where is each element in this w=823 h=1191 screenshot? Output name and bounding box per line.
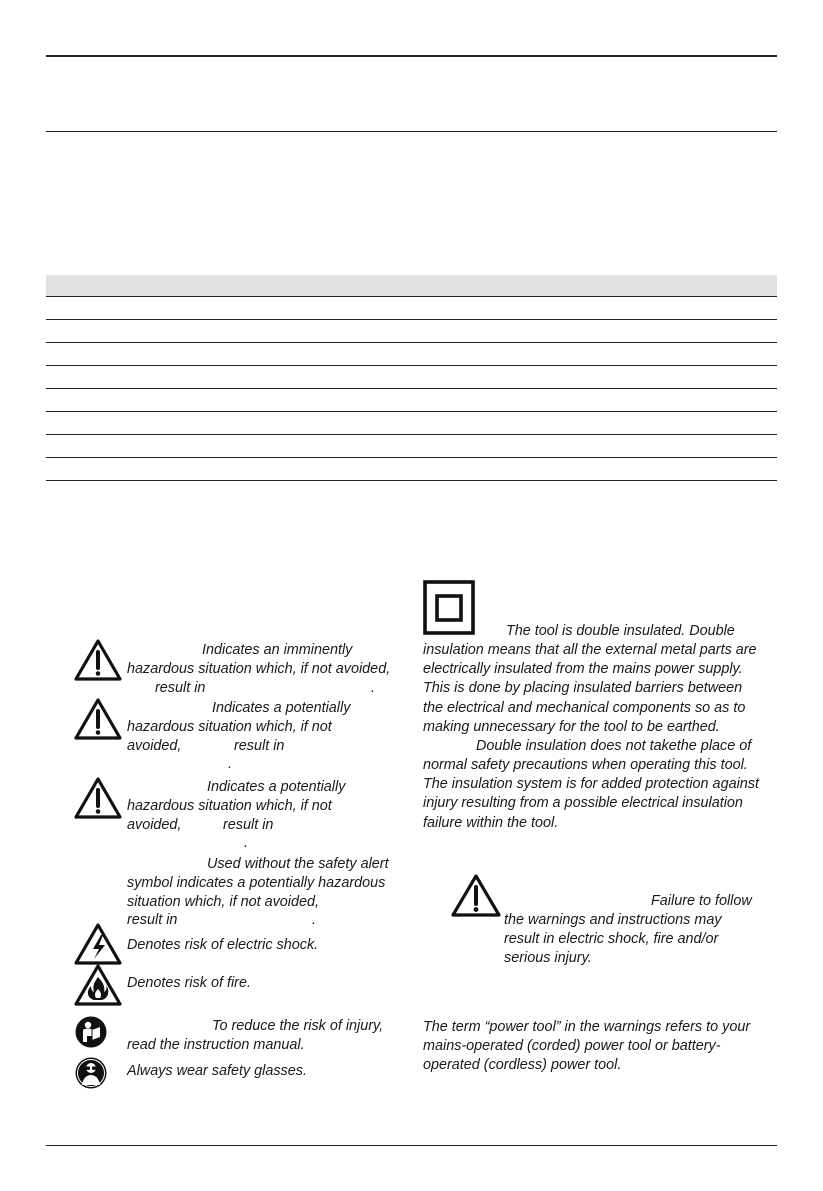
double-insulation-line: insulation means that all the external metal parts are	[423, 642, 757, 658]
danger-line3-end: .	[371, 680, 375, 696]
header-top-rule	[46, 55, 777, 57]
spec-table-row	[46, 320, 777, 343]
warning-triangle-icon	[74, 777, 122, 819]
caution-line2: hazardous situation which, if not	[127, 798, 332, 814]
power-tool-term	[423, 1018, 750, 1076]
caution-line4: .	[244, 835, 248, 851]
electric-shock-icon	[74, 923, 122, 965]
specification-table	[46, 275, 777, 481]
power-tool-term-line: operated (cordless) power tool.	[423, 1057, 622, 1074]
insulation-note-line1: Double insulation does not takethe place of	[476, 738, 752, 754]
spec-table-row	[46, 435, 777, 458]
warning-line4: .	[228, 756, 232, 772]
general-warning-body	[504, 911, 722, 969]
double-insulation-body	[423, 641, 757, 737]
power-tool-term-line: The term “power tool” in the warnings refers to your	[423, 1019, 751, 1035]
spec-table-header	[46, 275, 777, 297]
danger-line2: hazardous situation which, if not avoided,	[127, 661, 391, 677]
fire-icon	[74, 964, 122, 1006]
spec-table-row	[46, 412, 777, 435]
insulation-note-body	[423, 756, 759, 833]
glasses-text: Always wear safety glasses.	[127, 1063, 307, 1079]
insulation-note-line: failure within the tool.	[423, 814, 559, 831]
spec-table-row	[46, 366, 777, 389]
general-warning-line1: Failure to follow	[651, 893, 752, 909]
warning-line3b: result in	[234, 738, 285, 754]
insulation-note-line: The insulation system is for added protection against	[423, 776, 759, 793]
general-warning-line: the warnings and instructions may	[504, 912, 722, 928]
spec-table-row	[46, 389, 777, 412]
caution-line1: Indicates a potentially	[207, 779, 346, 795]
notice-line4-end: .	[312, 912, 316, 928]
warning-triangle-icon	[74, 698, 122, 740]
fire-text: Denotes risk of fire.	[127, 975, 251, 991]
double-insulation-line: the electrical and mechanical components so as to	[423, 699, 746, 716]
insulation-note-line: normal safety precautions when operating this tool.	[423, 757, 748, 773]
shock-text: Denotes risk of electric shock.	[127, 937, 319, 953]
manual-line1: To reduce the risk of injury,	[212, 1018, 384, 1034]
insulation-note-line: injury resulting from a possible electrical insulation	[423, 795, 743, 812]
manual-line2: read the instruction manual.	[127, 1037, 305, 1053]
power-tool-term-line: mains-operated (corded) power tool or battery-	[423, 1038, 721, 1055]
warning-line2: hazardous situation which, if not	[127, 719, 332, 735]
caution-line3a: avoided,	[127, 817, 182, 833]
double-insulation-line1: The tool is double insulated. Double	[506, 623, 735, 639]
notice-line1: Used without the safety alert	[207, 856, 389, 872]
warning-triangle-icon	[451, 874, 501, 917]
general-warning-line: serious injury.	[504, 950, 592, 967]
notice-line4: result in	[127, 912, 178, 928]
double-insulation-line: electrically insulated from the mains power supply.	[423, 661, 743, 678]
danger-line1: Indicates an imminently	[202, 642, 353, 658]
notice-line2: symbol indicates a potentially hazardous	[127, 875, 386, 891]
header-bottom-rule	[46, 131, 777, 132]
warning-line3a: avoided,	[127, 738, 182, 754]
spec-table-row	[46, 343, 777, 366]
warning-line1: Indicates a potentially	[212, 700, 351, 716]
safety-glasses-icon	[75, 1057, 107, 1089]
footer-rule	[46, 1145, 777, 1146]
danger-line3: result in	[155, 680, 206, 696]
general-warning-line: result in electric shock, fire and/or	[504, 931, 719, 948]
notice-line3: situation which, if not avoided,	[127, 894, 319, 910]
double-insulation-icon	[423, 580, 475, 635]
caution-line3b: result in	[223, 817, 274, 833]
spec-table-row	[46, 458, 777, 481]
double-insulation-line: This is done by placing insulated barriers between	[423, 680, 743, 697]
double-insulation-line: making unnecessary for the tool to be earthed.	[423, 718, 720, 735]
warning-triangle-icon	[74, 639, 122, 681]
read-manual-icon	[75, 1016, 107, 1048]
spec-table-row	[46, 297, 777, 320]
